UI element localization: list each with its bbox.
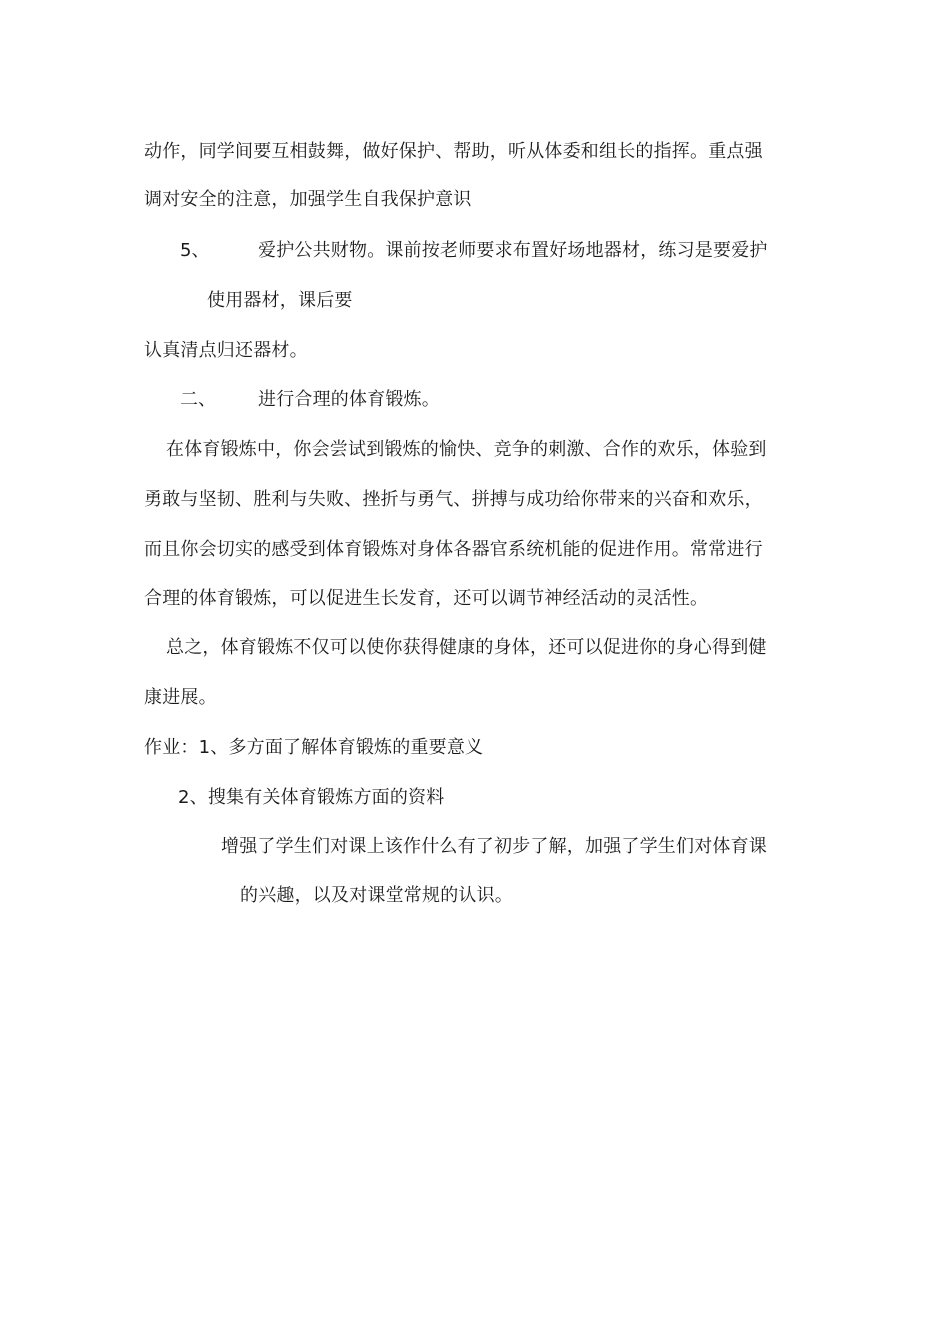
summary-line: 的兴趣，以及对课堂常规的认识。 (240, 885, 513, 906)
list-item-text: 使用器材，课后要 (207, 290, 353, 311)
paragraph-line: 认真清点归还器材。 (144, 340, 308, 361)
paragraph-line: 合理的体育锻炼，可以促进生长发育，还可以调节神经活动的灵活性。 (144, 588, 709, 609)
paragraph-line: 动作，同学间要互相鼓舞，做好保护、帮助，听从体委和组长的指挥。重点强 (144, 141, 763, 162)
homework-line: 作业：1、多方面了解体育锻炼的重要意义 (144, 737, 484, 758)
section-heading: 进行合理的体育锻炼。 (258, 389, 440, 410)
summary-line: 增强了学生们对课上该作什么有了初步了解，加强了学生们对体育课 (221, 836, 767, 857)
list-number: 5、 (180, 240, 210, 261)
list-item-text: 爱护公共财物。课前按老师要求布置好场地器材，练习是要爱护 (258, 240, 768, 261)
paragraph-line: 康进展。 (144, 687, 217, 708)
paragraph-line: 在体育锻炼中，你会尝试到锻炼的愉快、竞争的刺激、合作的欢乐，体验到 (166, 439, 767, 460)
paragraph-line: 勇敢与坚韧、胜利与失败、挫折与勇气、拼搏与成功给你带来的兴奋和欢乐， (144, 489, 763, 510)
paragraph-line: 而且你会切实的感受到体育锻炼对身体各器官系统机能的促进作用。常常进行 (144, 539, 763, 560)
homework-line: 2、搜集有关体育锻炼方面的资料 (178, 787, 445, 808)
section-number: 二、 (180, 389, 216, 410)
paragraph-line: 总之，体育锻炼不仅可以使你获得健康的身体，还可以促进你的身心得到健 (166, 637, 767, 658)
paragraph-line: 调对安全的注意，加强学生自我保护意识 (144, 189, 472, 210)
